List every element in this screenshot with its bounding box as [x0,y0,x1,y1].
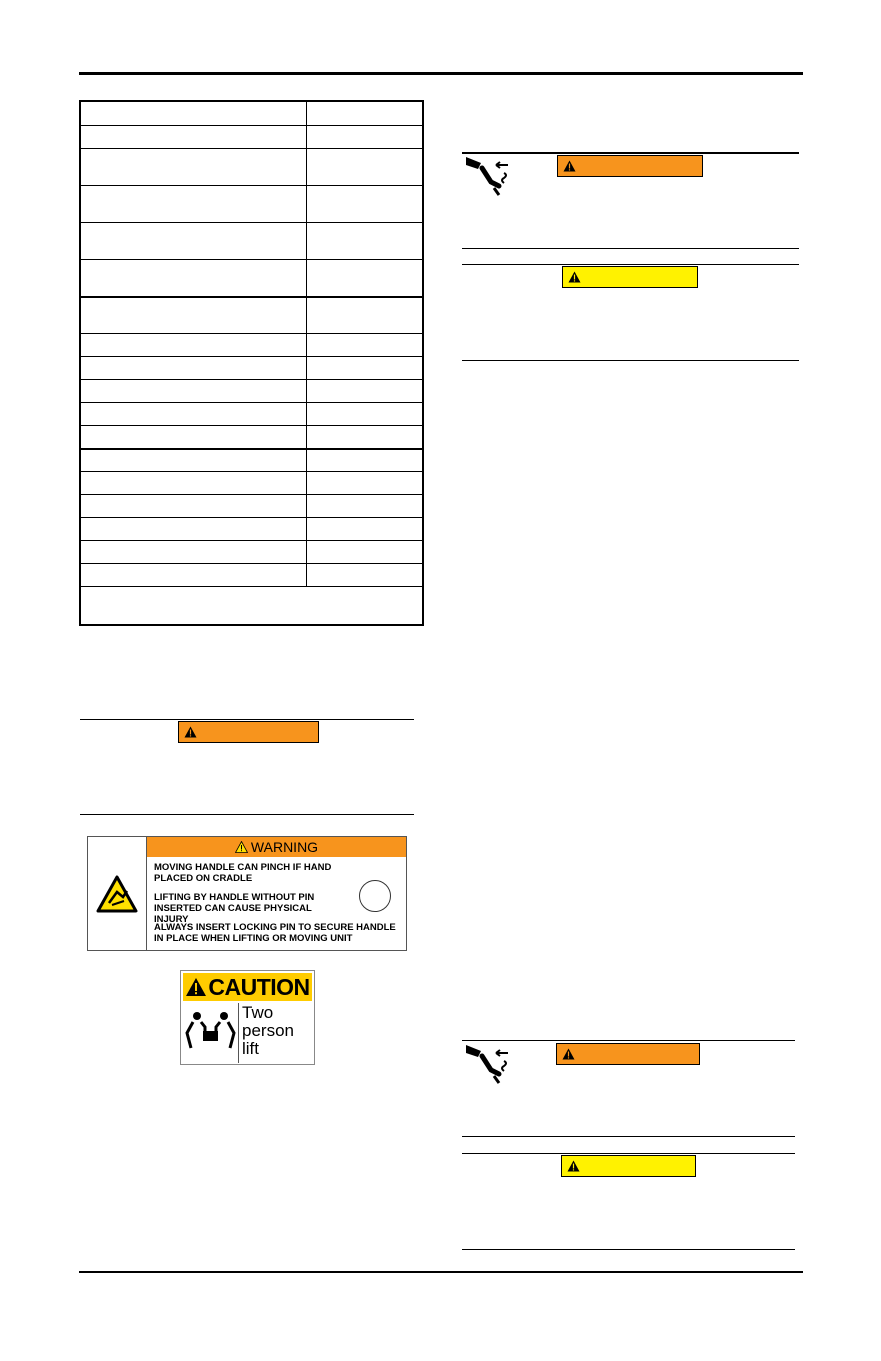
caution-label-heading [183,973,312,1001]
spec-table-cell-value [307,472,422,494]
spec-table-cell-label [81,298,307,333]
right-lower-caution-signal-bar [561,1155,696,1177]
spec-table-row [81,540,422,563]
spec-table-cell-label [81,403,307,425]
spec-table-cell-label [81,518,307,540]
right-upper-caution-top-rule [462,264,799,265]
warning-label [87,836,407,951]
spec-table-row [81,148,422,185]
spec-table-cell-label [81,426,307,448]
spec-table-row [81,185,422,222]
alert-triangle-icon [568,271,581,283]
spec-table-cell-label [81,186,307,222]
warning-signal-bar [178,721,319,743]
spec-table-cell-label [81,472,307,494]
caution-label-text [242,1004,294,1058]
spec-table-cell-label [81,223,307,259]
alert-triangle-icon [562,1048,575,1060]
alert-triangle-icon [567,1160,580,1172]
spec-table [79,100,424,626]
left-warning-top-rule [80,719,414,720]
spec-table-row [81,563,422,586]
warning-label-line-3: ALWAYS INSERT LOCKING PIN TO SECURE HANDLE IN PLACE WHEN LIFTING OR MOVING UNIT [154,922,396,944]
spec-table-row [81,471,422,494]
spec-table-row [81,517,422,540]
hand-crush-icon [464,1043,516,1085]
spec-table-row [81,494,422,517]
warning-label-line-1: MOVING HANDLE CAN PINCH IF HAND PLACED ON CRADLE [154,862,332,884]
spec-table-cell-label [81,102,307,125]
spec-table-cell-value [307,334,422,356]
spec-table-cell-label [81,450,307,471]
spec-table-cell-value [307,518,422,540]
right-lower-top-rule [462,1040,795,1041]
spec-table-row [81,448,422,471]
spec-table-cell-value [307,223,422,259]
spec-table-cell-label [81,260,307,296]
spec-table-row [81,125,422,148]
right-upper-top-rule [462,152,799,154]
pinch-hazard-icon-cell [88,837,147,950]
spec-table-cell-value [307,298,422,333]
spec-table-cell-value [307,403,422,425]
spec-table-cell-value [307,495,422,517]
right-caution-signal-bar [562,266,698,288]
spec-table-cell-value [307,186,422,222]
right-warning-signal-bar [557,155,703,177]
spec-table-cell-value [307,126,422,148]
alert-triangle-icon [185,977,207,997]
right-lower-warning-signal-bar [556,1043,700,1065]
alert-triangle-icon [235,841,248,853]
spec-table-cell-label [81,149,307,185]
right-lower-bottom-rule [462,1249,795,1250]
spec-table-row [81,296,422,333]
spec-table-row [81,425,422,448]
alert-triangle-icon [563,160,576,172]
footer-rule [79,1271,803,1273]
spec-table-row [81,379,422,402]
spec-table-cell-label [81,357,307,379]
right-upper-mid-rule [462,248,799,249]
header-rule [79,72,803,75]
spec-table-row [81,356,422,379]
spec-table-cell-value [307,564,422,586]
label-circle-mark [359,880,391,912]
caution-label-text-line-2: person [242,1021,294,1040]
two-person-lift-icon-cell [183,1003,239,1063]
spec-table-cell-value [307,260,422,296]
spec-table-cell-value [307,426,422,448]
warning-label-heading [147,837,406,857]
warning-label-heading-text: WARNING [250,839,319,855]
spec-table-row [81,102,422,125]
caution-label [180,970,315,1065]
pinch-hazard-icon [88,837,146,950]
right-lower-caution-top-rule [462,1153,795,1154]
hand-crush-icon [464,155,516,197]
spec-table-cell-value [307,380,422,402]
warning-label-line-2: LIFTING BY HANDLE WITHOUT PIN INSERTED CAN CAUSE PHYSICAL INJURY [154,892,315,925]
spec-table-note [81,586,422,624]
spec-table-cell-label [81,380,307,402]
spec-table-cell-value [307,541,422,563]
right-lower-mid-rule [462,1136,795,1137]
spec-table-cell-label [81,541,307,563]
spec-table-cell-label [81,126,307,148]
spec-table-cell-value [307,149,422,185]
alert-triangle-icon [184,726,197,738]
spec-table-cell-value [307,450,422,471]
right-upper-bottom-rule [462,360,799,361]
spec-table-cell-label [81,564,307,586]
left-warning-bottom-rule [80,814,414,815]
spec-table-row [81,333,422,356]
spec-table-cell-label [81,495,307,517]
caution-label-text-line-1: Two [242,1003,274,1022]
spec-table-cell-label [81,334,307,356]
spec-table-row [81,222,422,259]
spec-table-row [81,402,422,425]
two-person-lift-icon [183,1003,238,1063]
spec-table-row [81,259,422,296]
caution-label-heading-text: CAUTION [208,973,310,1000]
caution-label-text-line-3: lift [242,1039,259,1058]
spec-table-cell-value [307,357,422,379]
spec-table-cell-value [307,102,422,125]
